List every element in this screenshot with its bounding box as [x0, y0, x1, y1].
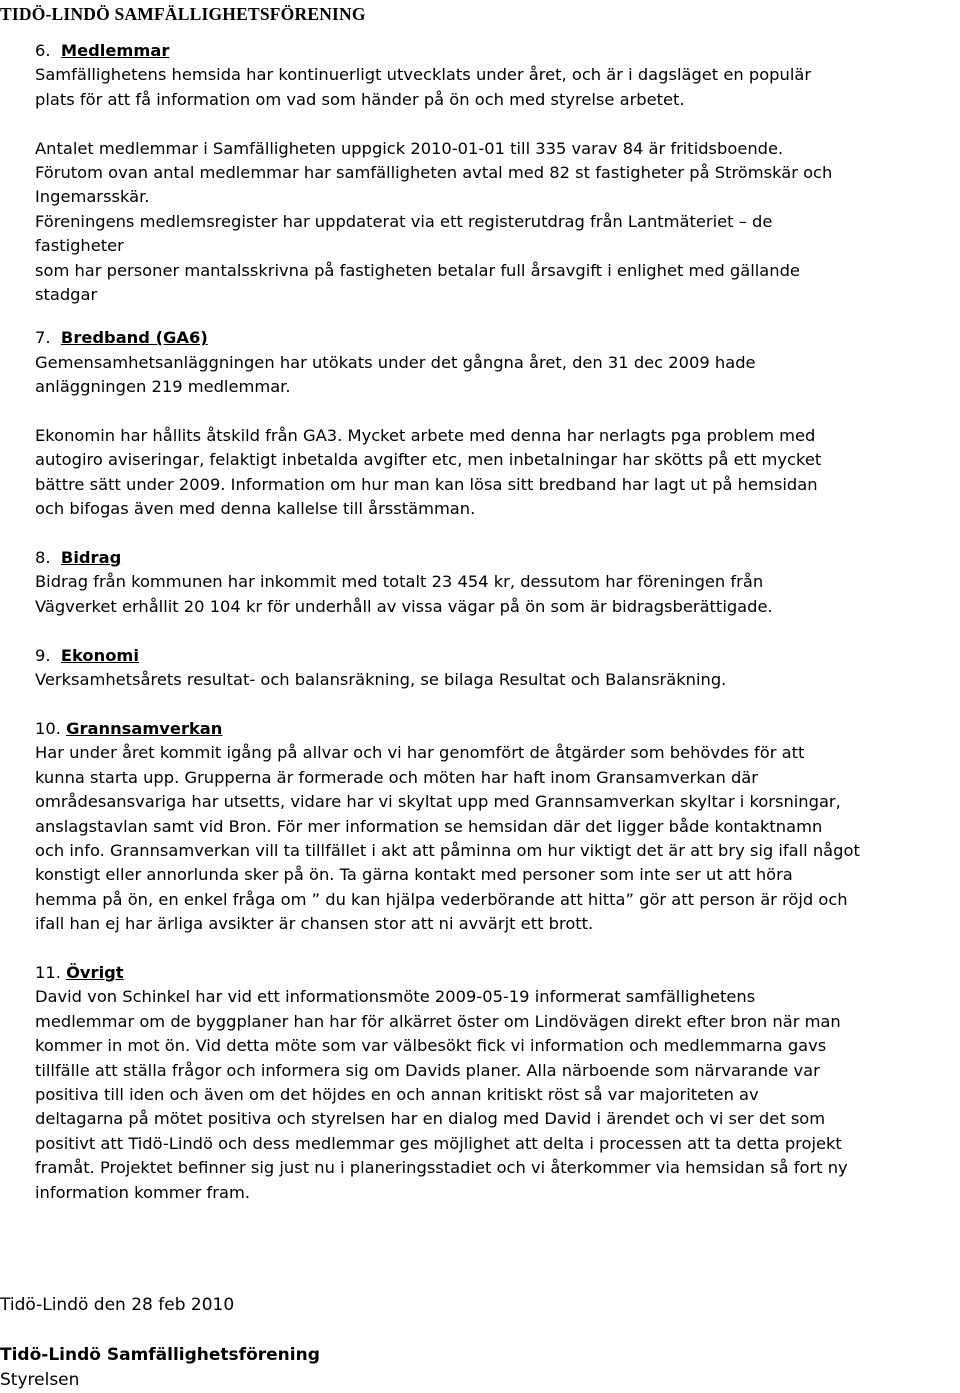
section-heading [35, 961, 960, 985]
paragraph-line: Föreningens medlemsregister har uppdaterat via ett registerutdrag från Lantmäteriet – de [35, 211, 773, 231]
paragraph-line: plats för att få information om vad som händer på ön och med styrelse arbetet. [35, 89, 685, 109]
paragraph-line: positivt att Tidö-Lindö och dess medlemmar ges möjlighet att delta i processen att ta detta projekt [35, 1133, 842, 1153]
section-heading [35, 39, 960, 63]
paragraph-line: konstigt eller annorlunda sker på ön. Ta gärna kontakt med personer som inte ser ut att höra [35, 865, 793, 885]
section-title: Övrigt [66, 962, 124, 982]
signatory: Styrelsen [0, 1370, 80, 1390]
paragraph-line: Vägverket erhållit 20 104 kr för underhåll av vissa vägar på ön som är bidragsberättigade. [35, 596, 773, 616]
section-bidrag [35, 546, 960, 619]
paragraph-line: kunna starta upp. Grupperna är formerade och möten har haft inom Gransamverkan där [35, 767, 758, 787]
section-number: 11. [35, 962, 61, 982]
document-header: TIDÖ-LINDÖ SAMFÄLLIGHETSFÖRENING [0, 4, 366, 24]
paragraph-line: och info. Grannsamverkan vill ta tillfället i akt att påminna om hur viktigt det är att bry sig ifall något [35, 840, 860, 860]
paragraph-line: Antalet medlemmar i Samfälligheten uppgick 2010-01-01 till 335 varav 84 är fritidsboende. [35, 138, 784, 158]
section-medlemmar [35, 39, 960, 307]
paragraph-line: hemma på ön, en enkel fråga om ” du kan hjälpa vederbörande att hitta” gör att person är röjd och [35, 889, 848, 909]
section-bredband [35, 326, 960, 521]
section-title: Grannsamverkan [66, 718, 223, 738]
section-heading [35, 326, 960, 350]
section-number: 6. [35, 41, 51, 60]
section-title: Ekonomi [60, 645, 139, 665]
paragraph-line: autogiro aviseringar, felaktigt inbetalda avgifter etc, men inbetalningar har skötts på ett mycket [35, 450, 822, 470]
paragraph-line: Gemensamhetsanläggningen har utökats under det gångna året, den 31 dec 2009 hade [35, 352, 756, 372]
paragraph-line: Har under året kommit igång på allvar och vi har genomfört de åtgärder som behövdes för att [35, 743, 805, 763]
paragraph-line: Ekonomin har hållits åtskild från GA3. Mycket arbete med denna har nerlagts pga problem med [35, 426, 816, 446]
paragraph-line: framåt. Projektet befinner sig just nu i planeringsstadiet och vi återkommer via hemsidan så fort ny [35, 1158, 848, 1178]
paragraph-line: Ingemarsskär. [35, 187, 150, 207]
paragraph-line: ifall han ej har ärliga avsikter är chansen stor att ni avvärjt ett brott. [35, 914, 594, 934]
paragraph-line: stadgar [35, 285, 98, 305]
paragraph-line: Bidrag från kommunen har inkommit med totalt 23 454 kr, dessutom har föreningen från [35, 572, 764, 592]
section-number: 7. [35, 328, 51, 348]
paragraph-line: positiva till iden och även om det höjdes en och annan kritiskt röst så var majoriteten av [35, 1084, 759, 1104]
paragraph-line: David von Schinkel har vid ett informationsmöte 2009-05-19 informerat samfällighetens [35, 987, 756, 1007]
signature-org: Tidö-Lindö Samfällighetsförening [0, 1345, 320, 1365]
paragraph-line: Förutom ovan antal medlemmar har samfälligheten avtal med 82 st fastigheter på Strömskär och [35, 163, 833, 183]
paragraph-line: deltagarna på mötet positiva och styrelsen har en dialog med David i ärendet och vi ser det som [35, 1109, 826, 1129]
paragraph-line: områdesansvariga har utsetts, vidare har vi skyltat upp med Grannsamverkan skyltar i korsningar, [35, 792, 841, 812]
document-footer [0, 1293, 320, 1393]
paragraph-line: anslagstavlan samt vid Bron. För mer information se hemsidan där det ligger både kontaktnamn [35, 816, 823, 836]
paragraph-line: Samfällighetens hemsida har kontinuerligt utvecklats under året, och är i dagsläget en populär [35, 65, 812, 85]
paragraph-line: och bifogas även med denna kallelse till årsstämman. [35, 499, 476, 519]
section-number: 10. [35, 718, 61, 738]
section-title: Bidrag [60, 548, 122, 568]
section-grannsamverkan [35, 717, 960, 937]
paragraph-line: anläggningen 219 medlemmar. [35, 377, 291, 397]
section-title: Medlemmar [60, 41, 170, 60]
paragraph-line: medlemmar om de byggplaner han har för alkärret öster om Lindövägen direkt efter bron när man [35, 1011, 841, 1031]
paragraph-line: tillfälle att ställa frågor och informera sig om Davids planer. Alla närboende som närvarande var [35, 1060, 820, 1080]
paragraph-line: information kommer fram. [35, 1182, 250, 1202]
paragraph-line: som har personer mantalsskrivna på fastigheten betalar full årsavgift i enlighet med gällande [35, 260, 800, 280]
paragraph-line: Verksamhetsårets resultat- och balansräkning, se bilaga Resultat och Balansräkning. [35, 670, 727, 690]
place-date: Tidö-Lindö den 28 feb 2010 [0, 1295, 235, 1315]
section-number: 9. [35, 645, 51, 665]
paragraph-line: bättre sätt under 2009. Information om hur man kan lösa sitt bredband har lagt ut på hemsidan [35, 474, 818, 494]
paragraph-line: fastigheter [35, 236, 124, 256]
section-heading [35, 717, 960, 741]
section-ekonomi [35, 644, 960, 693]
section-title: Bredband (GA6) [60, 328, 208, 348]
section-heading [35, 546, 960, 570]
section-ovrigt [35, 961, 960, 1205]
section-number: 8. [35, 548, 51, 568]
document-body [35, 39, 960, 1205]
paragraph-line: kommer in mot ön. Vid detta möte som var välbesökt fick vi information och medlemmarna gavs [35, 1036, 827, 1056]
section-heading [35, 644, 960, 668]
